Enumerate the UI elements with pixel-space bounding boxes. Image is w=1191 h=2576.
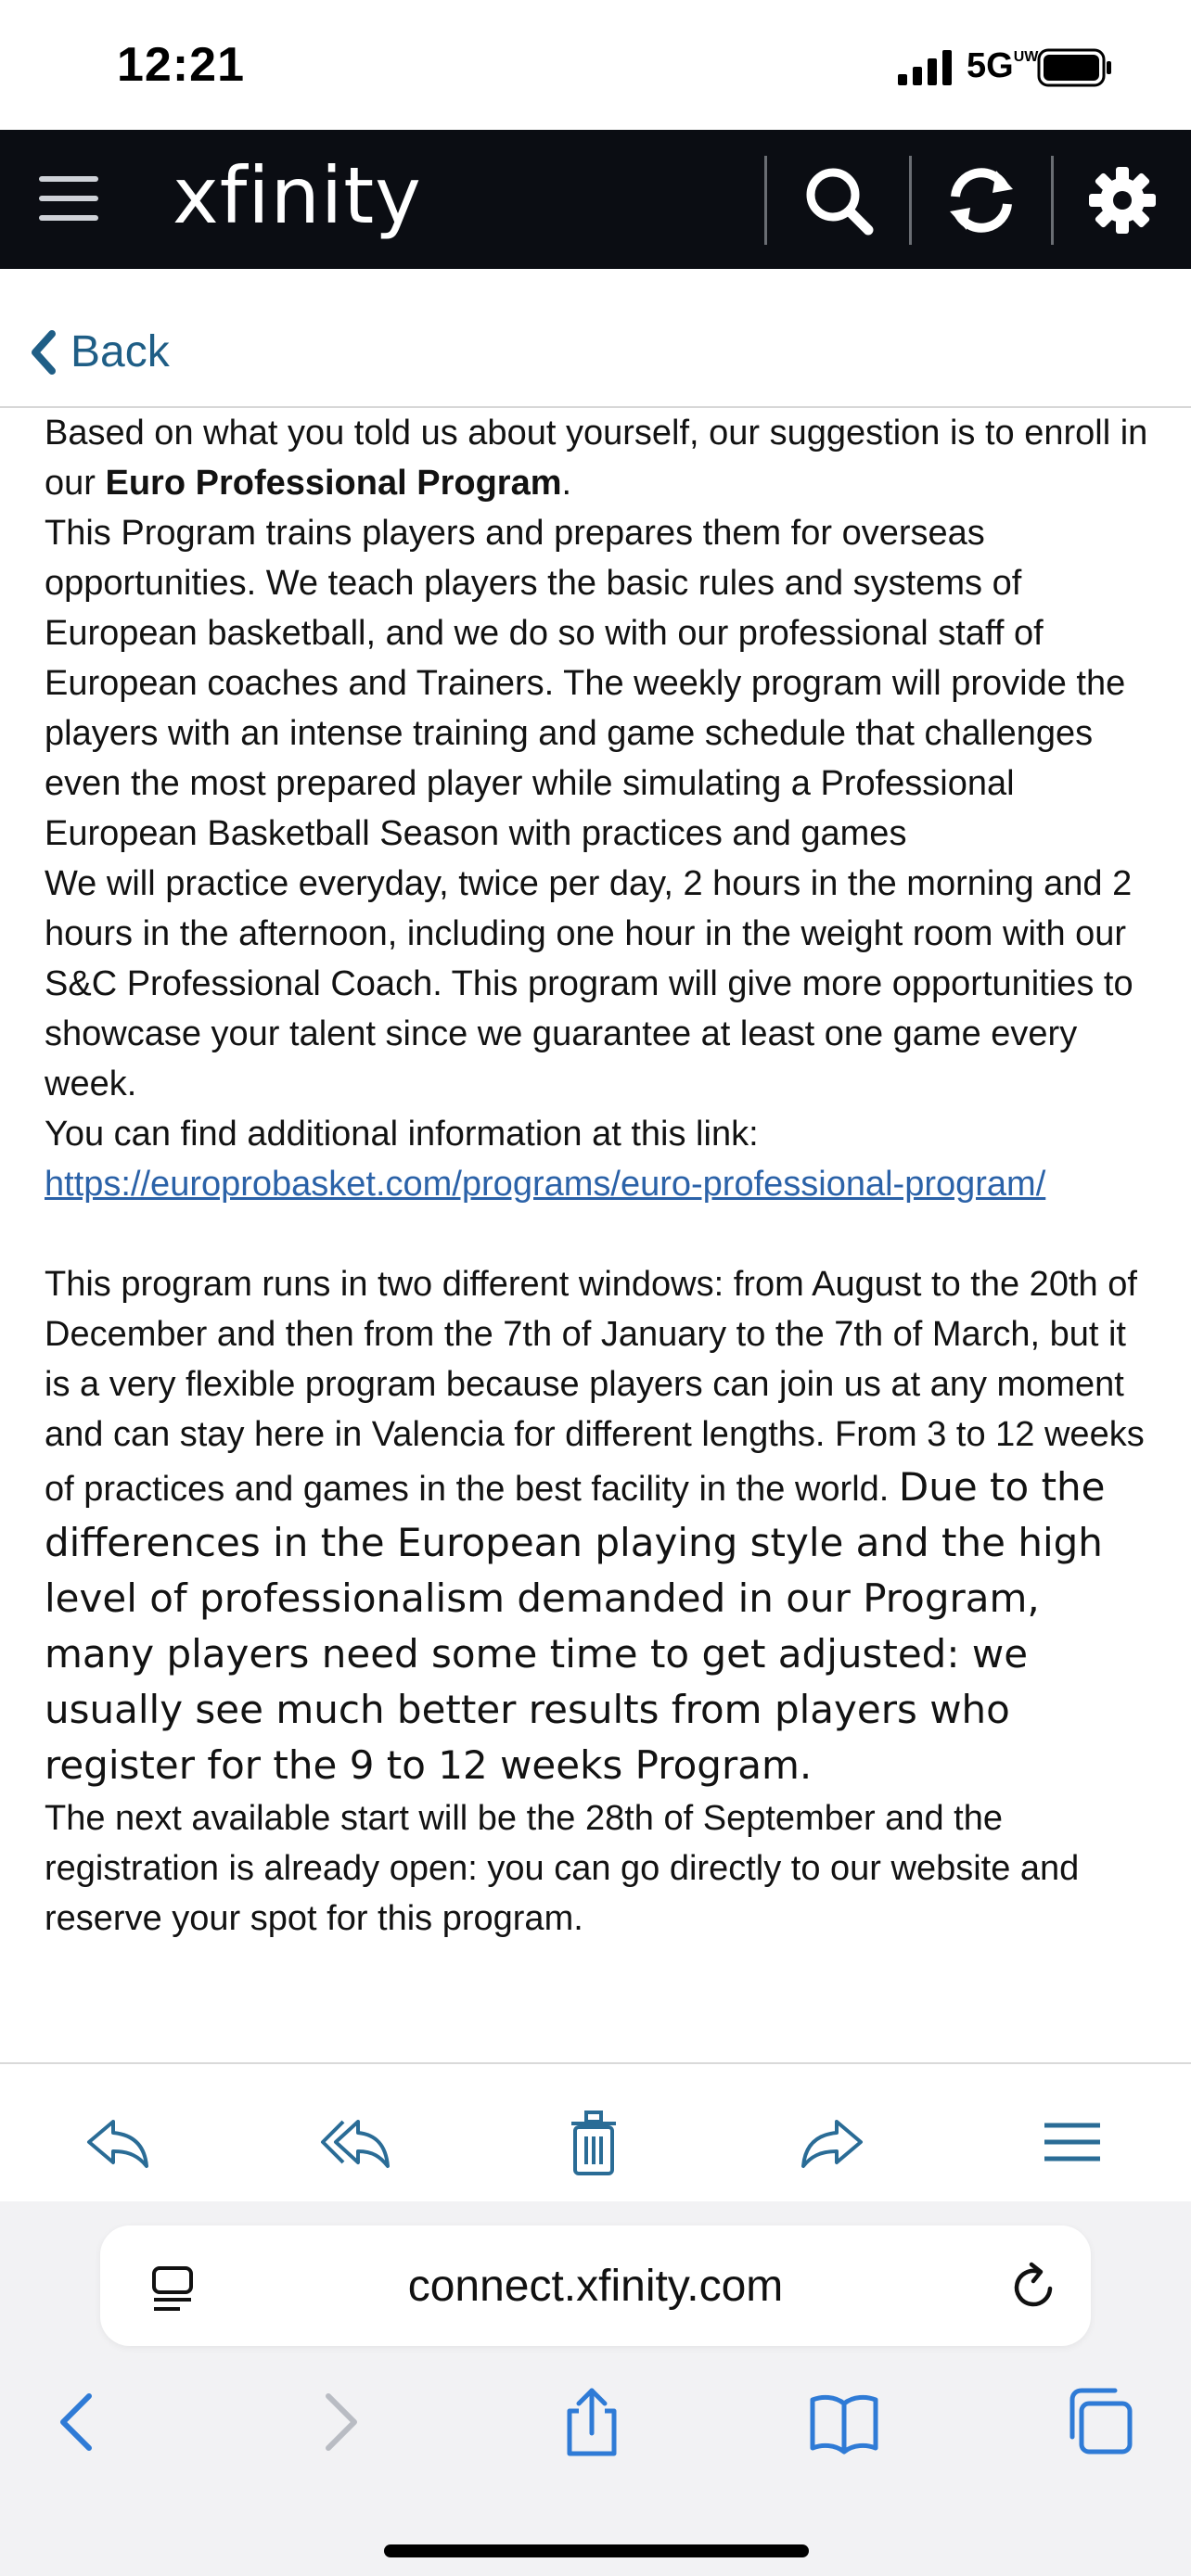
back-icon[interactable] [41,2383,119,2461]
paragraph-text-large: Due to the differences in the European playing style and the high level of professionalism demanded in our Program, many players need some time to get adjusted: we usually see much better results from players who register for the 9 to 12 weeks Program. [45,1464,1106,1788]
message-paragraph [45,1259,1158,1793]
reload-icon[interactable] [1005,2259,1061,2315]
program-link[interactable]: https://europrobasket.com/programs/euro-professional-program/ [45,1165,1046,1204]
app-header [0,130,1191,269]
forward-nav-icon[interactable] [299,2383,377,2461]
header-divider [764,156,767,245]
message-paragraph: We will practice everyday, twice per day, 2 hours in the morning and 2 hours in the afternoon, including one hour in the weight room with our S&C Professional Coach. This program will give more opportunities to showcase your talent since we guarantee at least one game every week. [45,864,1133,1103]
program-name: Euro Professional Program [105,464,562,503]
menu-icon[interactable] [39,176,98,221]
message-paragraph: The next available start will be the 28th of September and the registration is already open: you can go directly to our website and reserve your spot for this program. [45,1799,1080,1938]
header-divider [909,156,912,245]
message-paragraph [45,408,1158,508]
status-bar [0,0,1191,130]
battery-icon [1037,48,1113,87]
tabs-icon[interactable] [1059,2383,1137,2461]
paragraph-text: This program runs in two different windows: from August to the 20th of December and then from the 7th of January to the 7th of March, but it is a very flexible program because players can join us at any moment and can stay here in Valencia for different lengths. From 3 to 12 weeks of practices and games in the best facility in the world. [45,1265,1145,1509]
brand-logo: xfinity [173,150,422,241]
back-button[interactable] [30,326,170,377]
blank-line [45,1209,1158,1259]
settings-icon[interactable] [1083,161,1161,239]
chevron-left-icon [30,330,58,375]
more-menu-icon[interactable] [1035,2105,1109,2179]
message-body [45,408,1158,2060]
browser-bar [0,2201,1191,2576]
bookmarks-icon[interactable] [805,2383,883,2461]
back-label: Back [70,327,170,376]
network-label: 5G [967,46,1014,85]
mail-toolbar [0,2062,1191,2201]
reply-all-icon[interactable] [319,2105,393,2179]
network-indicator [967,46,1038,86]
message-paragraph: This Program trains players and prepares them for overseas opportunities. We teach players the basic rules and systems of European basketball, and we do so with our professional staff of European coaches and Trainers. The weekly program will provide the players with an intense training and game schedule that challenges even the most prepared player while simulating a Professional European Basketball Season with practices and games [45,514,1126,853]
paragraph-text: . [561,464,572,503]
header-divider [1051,156,1054,245]
address-bar[interactable] [100,2225,1091,2346]
trash-icon[interactable] [557,2105,631,2179]
share-icon[interactable] [553,2383,631,2461]
paragraph-text: You can find additional information at this link: [45,1115,759,1154]
status-time: 12:21 [117,38,245,92]
home-indicator[interactable] [384,2544,809,2557]
network-sub-label: UW [1013,49,1039,65]
back-bar [0,269,1191,408]
paragraph-text: Based on what you told us about yourself, our suggestion is to enroll in our [45,414,1148,503]
message-paragraph [45,1109,1158,1209]
reply-icon[interactable] [80,2105,154,2179]
signal-icon [898,50,955,85]
forward-icon[interactable] [796,2105,870,2179]
refresh-icon[interactable] [942,161,1020,239]
url-text: connect.xfinity.com [407,2262,784,2311]
search-icon[interactable] [800,161,877,239]
